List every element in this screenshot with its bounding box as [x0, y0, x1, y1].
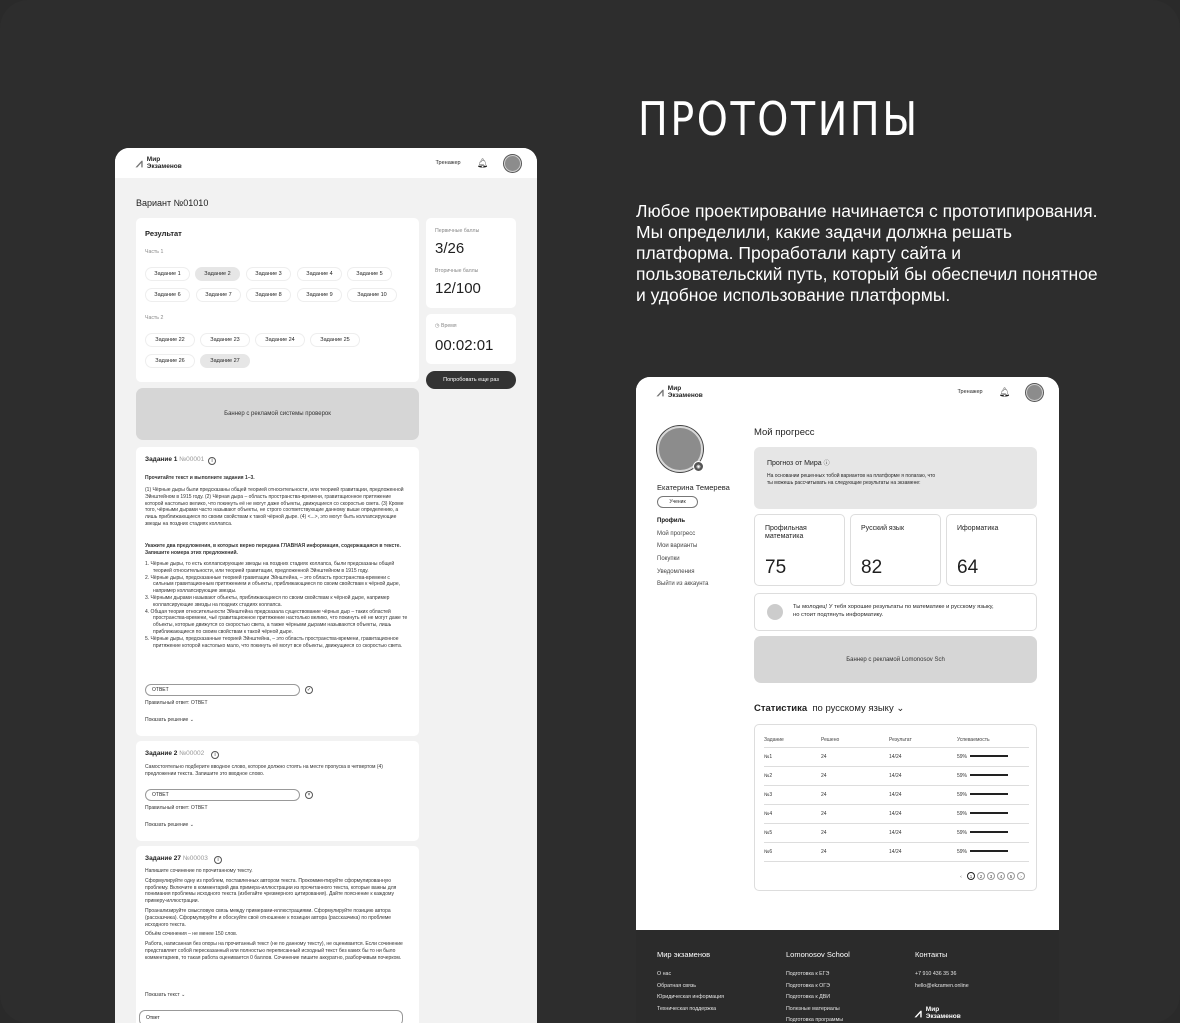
progress-title: Мой прогресс [754, 427, 815, 438]
cell: №5 [764, 823, 821, 842]
paragraph: Работа, написанная без опоры на прочитанный текст (не по данному тексту), не оценивается. Если сочинение представляет собой пересказанный или полностью переписанный исходный текст без каких бы то ни было комментариев, то такая работа оценивается 0 баллов. Сочинение пишите аккуратно, разборчивым почерком. [145, 941, 403, 961]
info-icon[interactable]: i [208, 457, 216, 465]
cell: 14/24 [889, 747, 957, 766]
bell-icon[interactable]: 🔔︎ [476, 157, 488, 168]
task-chip[interactable]: Задание 22 [145, 333, 195, 347]
primary-score: 3/26 [435, 240, 465, 257]
footer-link[interactable]: О нас [657, 971, 672, 977]
cell-progress [957, 747, 1029, 766]
task-chip[interactable]: Задание 10 [347, 288, 397, 302]
option: 3. Чёрными дырами называют объекты, приближающиеся по своим свойствам к чёрной дыре, например коллапсирующие звезды на поздних стадиях коллапса. [145, 594, 390, 608]
cell: 24 [821, 766, 889, 785]
footer-heading: Мир экзаменов [657, 950, 711, 959]
task-chip[interactable]: Задание 4 [297, 267, 342, 281]
chevron-down-icon: ⌄ [189, 717, 194, 723]
task27-card [136, 846, 419, 1023]
footer-col-contacts [915, 950, 969, 1020]
progress-screen [636, 377, 1059, 1023]
top-bar [115, 148, 537, 178]
role-badge: Ученик [657, 496, 698, 508]
info-icon[interactable]: i [211, 751, 219, 759]
subject-name: Иформатика [957, 525, 999, 532]
progress-bar [970, 850, 1008, 852]
footer-logo[interactable] [915, 1006, 969, 1020]
table-row [764, 823, 1029, 842]
subject-name: Русский язык [861, 525, 905, 532]
show-solution-label: Показать решение [145, 717, 189, 723]
subject-score: 75 [765, 557, 787, 578]
table-row [764, 747, 1029, 766]
cell: 14/24 [889, 804, 957, 823]
cell: 24 [821, 785, 889, 804]
subject-card-informatics[interactable] [946, 514, 1037, 586]
task1-instruction: Прочитайте текст и выполните задания 1–3. [145, 475, 255, 481]
scores-card [426, 218, 516, 308]
cell: 24 [821, 842, 889, 861]
ad-banner[interactable]: Баннер с рекламой Lomonosov Sch [754, 636, 1037, 683]
paragraph: Напишите сочинение по прочитанному тексту. [145, 868, 253, 874]
show-solution-label: Показать решение [145, 822, 189, 828]
paragraph: Объём сочинения – не менее 150 слов. [145, 931, 238, 938]
page-title: ПРОТОТИПЫ [638, 92, 920, 146]
stats-header [754, 703, 904, 714]
task-chip[interactable]: Задание 3 [246, 267, 291, 281]
cell: 14/24 [889, 842, 957, 861]
column-header: Решено [821, 733, 889, 747]
avatar[interactable] [1026, 384, 1043, 401]
nav-trainer[interactable]: Тренажер [435, 160, 461, 166]
show-solution-link[interactable] [145, 717, 194, 724]
task1-code: №00001 [179, 456, 205, 463]
footer-link[interactable]: Подготовка программы [786, 1017, 844, 1023]
logo[interactable] [657, 385, 703, 399]
cell: №1 [764, 747, 821, 766]
secondary-score-label: Вторичные баллы [435, 268, 479, 274]
page-button[interactable]: 2 [977, 872, 985, 880]
task2-card [136, 741, 419, 841]
variant-title: Вариант №01010 [136, 198, 209, 208]
menu-item-logout[interactable]: Выйти из аккаунта [657, 581, 709, 587]
stats-subject: по русскому языку [812, 703, 894, 714]
column-header: Задание [764, 733, 821, 747]
cell: 14/24 [889, 766, 957, 785]
chevron-down-icon: ⌄ [181, 992, 186, 998]
footer-link[interactable]: Полезные материалы [786, 1005, 840, 1012]
cell-progress [957, 823, 1029, 842]
task-chip[interactable]: Задание 27 [200, 354, 250, 368]
progress-bar [970, 812, 1008, 814]
retry-button[interactable]: Попробовать еще раз [426, 371, 516, 389]
task27-text [145, 868, 410, 962]
task1-card [136, 447, 419, 736]
answer-input[interactable]: ОТВЕТ [145, 684, 300, 696]
task-chip[interactable]: Задание 24 [255, 333, 305, 347]
progress-bar [970, 755, 1008, 757]
task2-text: Самостоятельно подберите вводное слово, которое должно стоять на месте пропуска в четвертом (4) предложении текста. Запишите это вводное слово. [145, 764, 383, 777]
option: 4. Общая теория относительности Эйнштейна предсказала существование чёрных дыр – таких областей пространства-времени, чьё гравитационное притяжение настолько велико, что покинуть её не могут даже те объекты, которые движутся со скоростью света, а также чёрными дырами называются объекты, лишь приближающиеся по своим свойствам к такой чёрной дыре. [145, 608, 408, 635]
menu-item-profile[interactable]: Профиль [657, 518, 686, 524]
cell-progress [957, 842, 1029, 861]
avatar[interactable] [504, 155, 521, 172]
paragraph: Проанализируйте смысловую связь между примерами-иллюстрациями. Сформулируйте позицию автора (рассказчика). Сформулируйте и обоснуйте своё отношение к позиции автора (рассказчика) по проблеме исходного текста. [145, 907, 392, 928]
task-chip[interactable]: Задание 25 [310, 333, 360, 347]
logo-line1: Мир [667, 385, 682, 392]
logo-icon: ⩘ [915, 1005, 922, 1020]
footer-link[interactable]: Подготовка к ОГЭ [786, 982, 830, 989]
footer-link[interactable]: Юридическая информация [657, 994, 724, 1000]
task27-title: Задание 27 [145, 855, 182, 862]
stats-table [764, 733, 1029, 862]
forecast-title: Прогноз от Мира [767, 460, 822, 467]
task1-options [145, 561, 410, 649]
task2-header [145, 750, 204, 757]
result-card [136, 218, 419, 382]
cell: №6 [764, 842, 821, 861]
progress-bar [970, 831, 1008, 833]
time-row [435, 323, 457, 329]
task-chip[interactable]: Задание 7 [196, 288, 241, 302]
option: 1. Чёрные дыры, то есть коллапсирующие звезды на поздних стадиях коллапса, были предсказаны общей теорией относительности, или теорией гравитации, предложенной Эйнштейном в 1915 году. [145, 561, 395, 574]
task-chip[interactable]: Задание 8 [246, 288, 291, 302]
option: 5. Чёрные дыры, предсказанные теорией Эйнштейна, – это область пространства-времени, гравитационное притяжение которой настолько мало, что покинуть её могут все объекты, движущиеся со скоростью света. [145, 635, 403, 649]
task-chip[interactable]: Задание 26 [145, 354, 195, 368]
task1-question: Укажите два предложения, в которых верно передана ГЛАВНАЯ информация, содержащаяся в тексте. Запишите номера этих предложений. [145, 543, 401, 556]
cell-progress [957, 766, 1029, 785]
menu-item-variants[interactable]: Мои варианты [657, 543, 698, 549]
cell: 59% [957, 753, 968, 760]
logo-line1: Мир [925, 1006, 940, 1013]
primary-score-label: Первичные баллы [435, 228, 480, 234]
stats-table-card [754, 724, 1037, 891]
task-chip[interactable]: Задание 23 [200, 333, 250, 347]
result-title: Результат [145, 229, 182, 238]
advice-text: Ты молодец! У тебя хорошие результаты по математике и русскому языку, но стоит подтянуть информатику. [793, 604, 994, 618]
clock-icon: ◷ [435, 323, 440, 329]
show-text-label: Показать текст [145, 992, 180, 998]
logo-line2: Экзаменов [925, 1013, 961, 1020]
time-label: Время [440, 323, 457, 329]
stats-title: Статистика [754, 703, 808, 714]
cell: 24 [821, 804, 889, 823]
logo[interactable] [136, 156, 182, 170]
cell: 59% [957, 772, 968, 779]
part2-label: Часть 2 [145, 315, 164, 321]
footer-link[interactable]: Техническая поддержка [657, 1005, 717, 1012]
cell: 24 [821, 823, 889, 842]
info-icon[interactable]: ⓘ [823, 461, 830, 467]
time-value: 00:02:01 [435, 337, 494, 354]
column-header: Результат [889, 733, 957, 747]
forecast-card [754, 447, 1037, 509]
option: 2. Чёрные дыры, предсказанные теорией гравитации Эйнштейна, – это область пространства-времени с сильным гравитационным притяжением и объекты, приближающиеся по своим свойствам к чёрной дыре, например коллапсирующие звезды. [145, 574, 401, 595]
progress-bar [970, 793, 1008, 795]
footer-link[interactable]: Обратная связь [657, 982, 697, 989]
footer-link[interactable]: Подготовка к ЕГЭ [786, 971, 830, 977]
next-page-icon[interactable]: › [1017, 872, 1025, 880]
close-icon: × [305, 791, 313, 799]
task1-header [145, 456, 204, 463]
answer-input[interactable]: ОТВЕТ [145, 789, 300, 801]
forecast-text: На основании решенных тобой вариантов на платформе я полагаю, что ты можешь рассчитывать на следующие результаты на экзамене: [767, 473, 936, 486]
prev-page-icon[interactable]: ‹ [960, 873, 962, 879]
page-button[interactable]: 4 [997, 872, 1005, 880]
task27-code: №00003 [182, 855, 208, 862]
subject-score: 64 [957, 557, 979, 578]
cell: 59% [957, 848, 968, 855]
time-card [426, 314, 516, 364]
chevron-down-icon: ⌄ [189, 822, 194, 828]
advice-card [754, 593, 1037, 631]
footer [636, 930, 1059, 1023]
stats-subject-select[interactable] [810, 703, 905, 714]
cell: 59% [957, 791, 968, 798]
cell-progress [957, 785, 1029, 804]
logo-icon: ⩘ [136, 155, 143, 170]
paragraph: Сформулируйте одну из проблем, поставленных автором текста. Прокомментируйте сформулированную проблему. Включите в комментарий два примера-иллюстрации из прочитанного текста, которые важны для понимания проблемы исходного текста (избегайте чрезмерного цитирования). Дайте пояснение к каждому примеру-иллюстрации. [145, 877, 397, 905]
pagination [955, 872, 1025, 880]
menu-item-progress[interactable]: Мой прогресс [657, 531, 696, 537]
check-icon: ✓ [306, 687, 312, 693]
advice-icon [767, 604, 783, 620]
table-row [764, 804, 1029, 823]
cell-progress [957, 804, 1029, 823]
task-chip[interactable]: Задание 2 [195, 267, 240, 281]
bell-icon[interactable]: 🔔︎ [998, 386, 1010, 397]
part1-label: Часть 1 [145, 249, 164, 255]
progress-bar [970, 774, 1008, 776]
task27-header [145, 855, 208, 862]
footer-heading: Контакты [915, 950, 948, 959]
cell: 59% [957, 810, 968, 817]
task1-title: Задание 1 [145, 456, 178, 463]
task2-title: Задание 2 [145, 750, 178, 757]
page-button[interactable]: 5 [1007, 872, 1015, 880]
chevron-down-icon: ⌄ [896, 703, 905, 714]
task-chip[interactable]: Задание 1 [145, 267, 190, 281]
top-bar [636, 377, 1059, 407]
table-row [764, 842, 1029, 861]
ad-banner[interactable]: Баннер с рекламой системы проверок [136, 388, 419, 440]
footer-heading: Lomonosov School [786, 950, 850, 959]
user-name: Екатерина Темерева [657, 483, 730, 492]
exam-result-screen [115, 148, 537, 1023]
logo-line1: Мир [146, 156, 161, 163]
footer-col-lomonosov [786, 950, 850, 1023]
camera-icon[interactable]: ◉ [693, 461, 704, 472]
cell: №4 [764, 804, 821, 823]
essay-input[interactable]: Ответ [139, 1010, 403, 1023]
menu-item-notifications[interactable]: Уведомления [657, 569, 695, 575]
cell: 14/24 [889, 823, 957, 842]
secondary-score: 12/100 [435, 280, 481, 297]
cell: №2 [764, 766, 821, 785]
table-row [764, 785, 1029, 804]
footer-phone[interactable]: +7 910 436 35 36 [915, 971, 957, 977]
menu-item-purchases[interactable]: Покупки [657, 556, 680, 562]
table-header [764, 733, 1029, 747]
subject-name: Профильная математика [765, 525, 807, 540]
cell: 59% [957, 829, 968, 836]
info-icon[interactable]: i [214, 856, 222, 864]
logo-line2: Экзаменов [667, 392, 703, 399]
page-button[interactable]: 1 [967, 872, 975, 880]
task-chip[interactable]: Задание 5 [347, 267, 392, 281]
task-chip[interactable]: Задание 6 [145, 288, 190, 302]
intro-text: Любое проектирование начинается с прототипирования. Мы определили, какие задачи должна решать платформа. Проработали карту сайта и пользовательский путь, который бы обеспечил понятное и удобное использование платформы. [636, 201, 1098, 305]
table-row [764, 766, 1029, 785]
subject-card-russian[interactable] [850, 514, 941, 586]
correct-answer: Правильный ответ: ОТВЕТ [145, 700, 208, 706]
column-header: Успеваемость [957, 733, 1029, 747]
show-solution-link[interactable] [145, 822, 194, 829]
footer-col-mir [657, 950, 724, 1015]
task1-text: (1) Чёрные дыры были предсказаны общей теорией относительности, или теорией гравитации, предложенной Эйнштейном в 1915 году. (2) Чёрная дыра – область пространства-времени, гравитационное притяжение которой настолько велико, что покинуть её не могут даже объекты, движущиеся со скоростью света. (3) Кроме того, чёрными дырами часто называют объекты, не строго соответствующие данному выше определению, а лишь приближающиеся по своим свойствам к такой чёрной дыре. (4) <...>, это могут быть коллапсирующие звезды на поздних стадиях коллапса. [145, 487, 404, 527]
cell: 24 [821, 747, 889, 766]
logo-line2: Экзаменов [146, 163, 182, 170]
subject-score: 82 [861, 557, 883, 578]
cell: 14/24 [889, 785, 957, 804]
task2-code: №00002 [179, 750, 205, 757]
task-chip[interactable]: Задание 9 [297, 288, 342, 302]
logo-icon: ⩘ [657, 384, 664, 399]
forecast-header [767, 458, 830, 467]
show-text-link[interactable] [145, 992, 185, 999]
subject-card-math[interactable] [754, 514, 845, 586]
nav-trainer[interactable]: Тренажер [957, 389, 983, 395]
footer-link[interactable]: Подготовка к ДВИ [786, 994, 831, 1000]
correct-answer: Правильный ответ: ОТВЕТ [145, 805, 208, 811]
cell: №3 [764, 785, 821, 804]
page-button[interactable]: 3 [987, 872, 995, 880]
footer-email[interactable]: hello@ekzamen.online [915, 982, 969, 989]
